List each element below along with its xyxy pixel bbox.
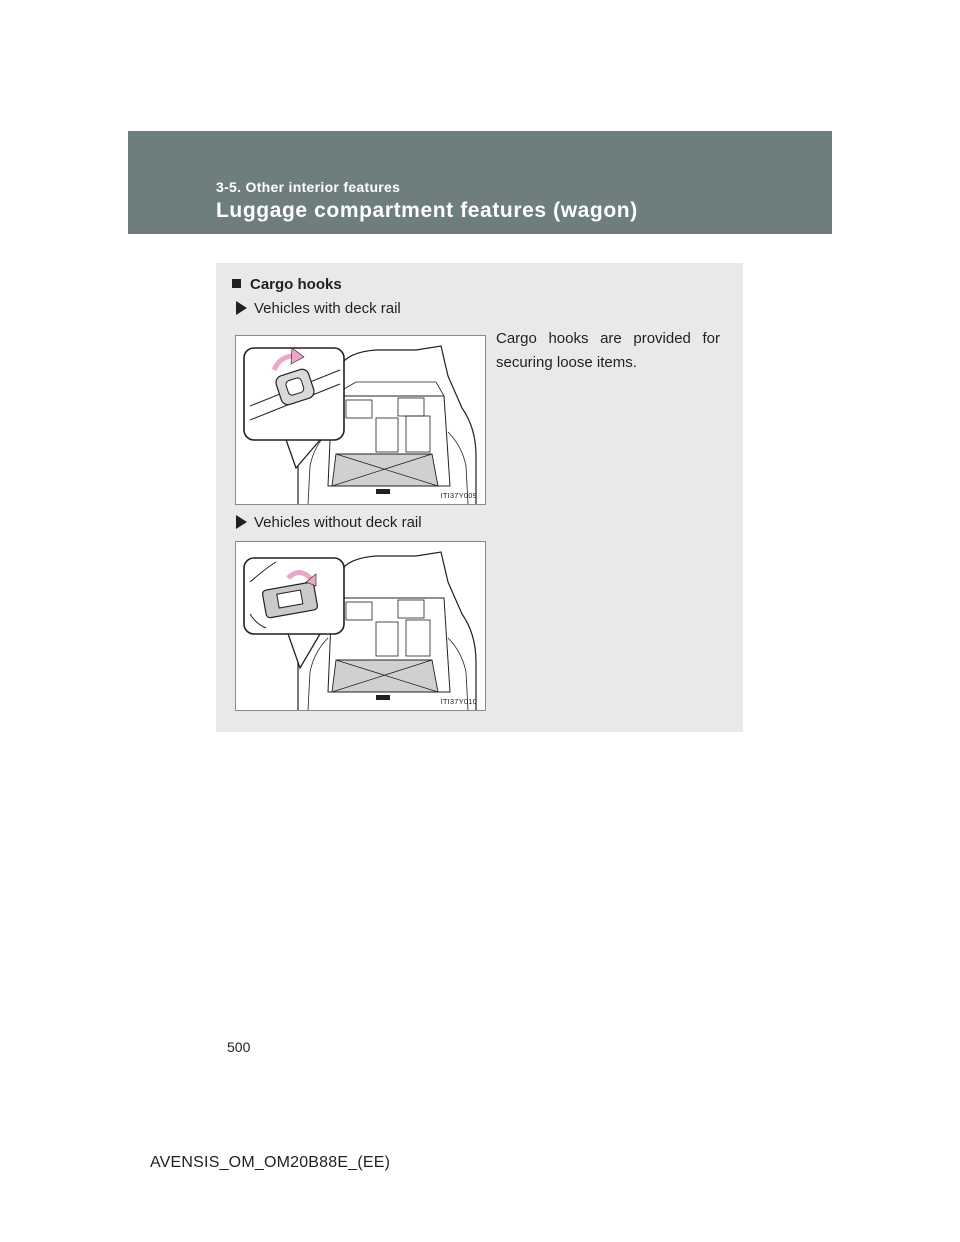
item-heading-label: Cargo hooks: [250, 276, 342, 293]
page-number: 500: [227, 1039, 251, 1055]
item-heading: [232, 276, 342, 293]
figure-code: ITI37Y010: [440, 697, 477, 706]
document-code: AVENSIS_OM_OM20B88E_(EE): [150, 1154, 391, 1171]
cargo-area-illustration: [236, 336, 485, 504]
variant-heading-deck-rail: [236, 300, 401, 317]
figure-without-deck-rail: [235, 541, 486, 711]
variant-label: Vehicles without deck rail: [254, 514, 422, 531]
variant-label: Vehicles with deck rail: [254, 300, 401, 317]
figure-with-deck-rail: [235, 335, 486, 505]
square-bullet-icon: [232, 279, 241, 288]
content-box: [216, 263, 743, 732]
variant-heading-no-deck-rail: [236, 514, 422, 531]
figure-code: ITI37Y009: [440, 491, 477, 500]
description-text: Cargo hooks are provided for securing loose items.: [496, 330, 720, 371]
section-label: 3-5. Other interior features: [216, 179, 401, 195]
triangle-bullet-icon: [236, 515, 247, 529]
cargo-area-illustration: [236, 542, 485, 710]
triangle-bullet-icon: [236, 301, 247, 315]
page-title: Luggage compartment features (wagon): [216, 199, 638, 222]
page-header: [128, 131, 832, 234]
